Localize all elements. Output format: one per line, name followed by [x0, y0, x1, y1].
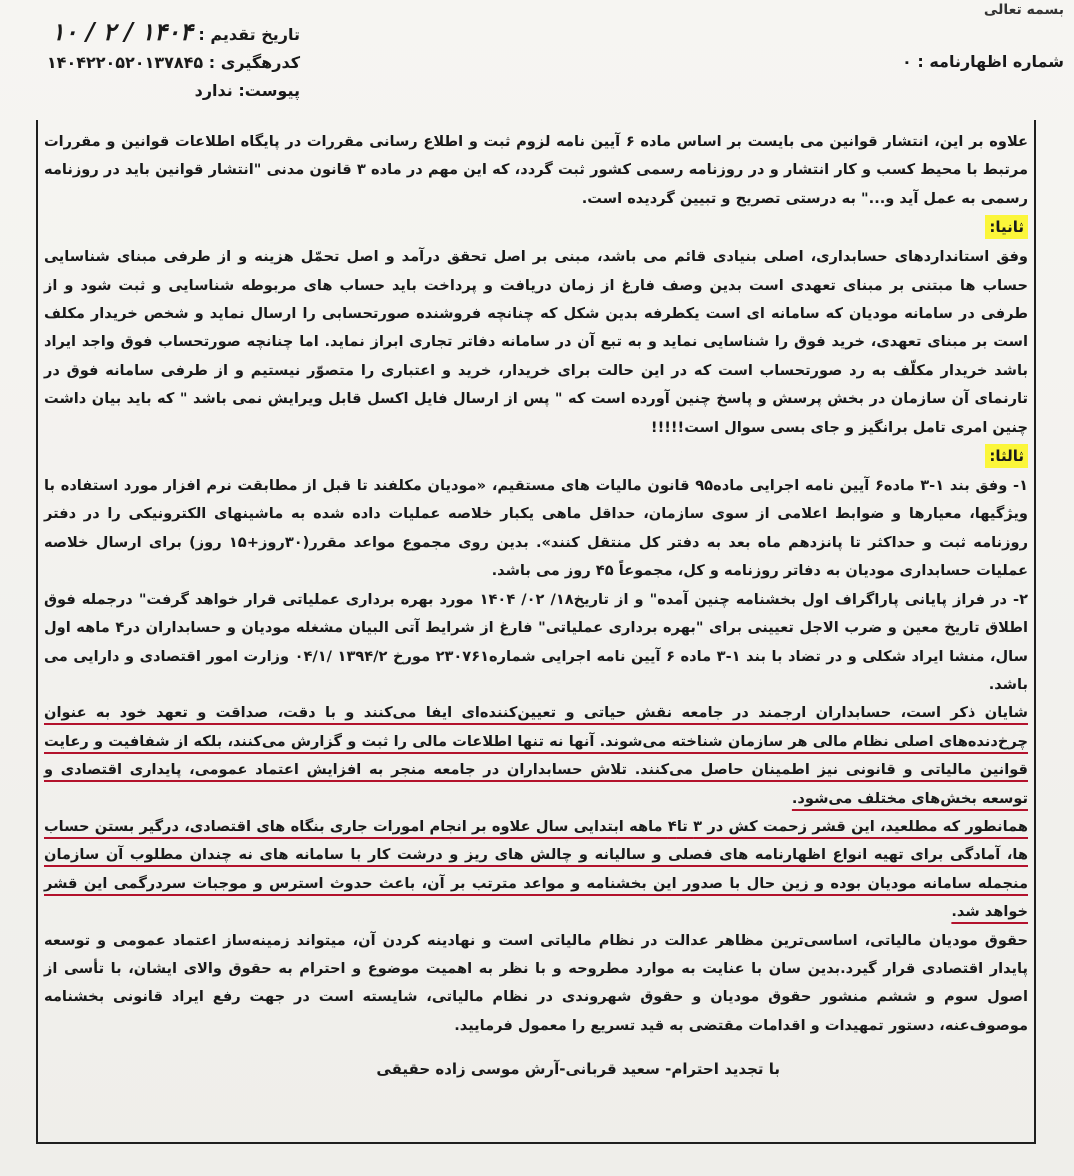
attachment: پیوست: ندارد: [194, 81, 300, 100]
letter-body: [44, 128, 1028, 1040]
intro-paragraph: علاوه بر این، انتشار قوانین می بایست بر اساس ماده ۶ آیین نامه لزوم ثبت و اطلاع رسانی مقررات در پایگاه اطلاعات قوانین و مقررات مرتبط با محیط کسب و کار انتشار و در روزنامه رسمی کشور ثبت گردد، که این مهم در ماده ۳ قانون مدنی "انتشار قوانین باید در روزنامه رسمی به عمل آید و..." به درستی تصریح و تبیین گردیده است.: [44, 133, 1028, 207]
tracking-code: کدرهگیری : ۱۴۰۴۲۲۰۵۲۰۱۳۷۸۴۵: [46, 53, 300, 72]
workload-paragraph: همانطور که مطلعید، این قشر زحمت کش در ۳ تا۴ ماهه ابتدایی سال علاوه بر انجام امورات جاری بنگاه های اقتصادی، درگیر بستن حساب ها، آمادگی برای تهیه انواع اظهارنامه های فصلی و سالیانه و چالش های ریز و درشت کار با سامانه های نه چندان مطلوب آن سازمان منجمله سامانه مودیان بوده و زین حال با صدور این بخشنامه و مواعد مترتب بر آن، باعث حدوث استرس و موجبات سردرگمی این قشر خواهد شد.: [44, 817, 1029, 921]
section-3-heading: ثالثا:: [985, 444, 1028, 468]
section-2-heading: ثانیا:: [985, 215, 1028, 239]
header-left: [46, 17, 300, 105]
bismillah: بسمه تعالی: [983, 2, 1064, 18]
accountants-paragraph: شایان ذکر است، حسابداران ارجمند در جامعه نقش حیاتی و تعیین‌کننده‌ای ایفا می‌کنند و با دقت، صداقت و تعهد خود به عنوان چرخ‌دنده‌های اصلی نظام مالی هر سازمان شناخته می‌شوند. آنها نه تنها اطلاعات مالی را ثبت و گزارش می‌کنند، بلکه از شفافیت و رعایت قوانین مالیاتی و قانونی نیز اطمینان حاصل می‌کنند. تلاش حسابداران در جامعه منجر به افزایش اعتماد عمومی، پایداری اقتصادی و توسعه بخش‌های مختلف می‌شود.: [44, 704, 1028, 807]
submission-date-row: [51, 17, 300, 49]
header-right: [902, 2, 1064, 71]
submission-date-value: ۱۴۰۴ / ۲ / ۱۰: [51, 17, 193, 46]
submission-date-label: تاریخ تقدیم :: [198, 25, 300, 44]
section-2-paragraph: وفق استانداردهای حسابداری، اصلی بنیادی قائم می باشد، مبنی بر اصل تحقق درآمد و اصل تحمّل هزینه و از طرفی مبنای شناسایی حساب ها مبتنی بر مبنای تعهدی است بدین وصف فارغ از زمان دریافت و پرداخت باید حساب های مربوطه شناسایی و ثبت شود و از طرفی در سامانه مودیان که سامانه ای است یکطرفه بدین شکل که چنانچه فروشنده صورتحسابی را ارسال نماید و شخص خریدار مکلف است بر مبنای تعهدی، خرید فوق را شناسایی نماید و به تبع آن در سامانه دفاتر تجاری ابراز نماید. اما چنانچه صورتحساب فوق واجد ایراد باشد خریدار مکلّف به رد صورتحساب است که در این حالت برای خریدار، خرید و اعتباری را متصوّر نیستیم و از طرفی سامانه فوق در تارنمای آن سازمان در بخش پرسش و پاسخ چنین آورده است که " پس از ارسال فایل اکسل قابل ویرایش نمی باشد " که باید بیان داشت چنین امری تامل برانگیز و جای بسی سوال است!!!!!: [44, 248, 1028, 436]
signature: با تجدید احترام- سعید قربانی-آرش موسی زاده حقیقی: [376, 1060, 780, 1078]
declaration-number: شماره اظهارنامه : ۰: [902, 52, 1064, 71]
section-3-item-1: ۱- وفق بند ۱-۳ ماده۶ آیین نامه اجرایی ماده۹۵ قانون مالیات های مستقیم، «مودیان مکلفند تا قبل از مطابقت نرم افزار مورد استفاده با ویژگیها، معیارها و ضوابط اعلامی از سوی سازمان، حداقل ماهی یکبار خلاصه عملیات داده شده به ماشینهای الکترونیکی را در دفتر روزنامه ثبت و حداکثر تا پانزدهم ماه بعد به دفتر کل منتقل کنند». بدین روی مجموع مواعد مقرر(۳۰روز+۱۵ روز) برای ارسال خلاصه عملیات حسابداری مودیان به دفاتر روزنامه و کل، مجموعاً ۴۵ روز می باشد.: [44, 477, 1028, 580]
closing-paragraph: حقوق مودیان مالیاتی، اساسی‌ترین مظاهر عدالت در نظام مالیاتی است و نهادینه کردن آن، میتواند زمینه‌ساز اعتماد عمومی و توسعه پایدار اقتصادی قرار گیرد.بدین سان با عنایت به موارد مطروحه و با نظر به اهمیت موضوع و احترام به حقوق والای ایشان، با تأسی از اصول سوم و ششم منشور حقوق مودیان و حقوق شهروندی در نظام مالیاتی، شایسته است در جهت رفع ایراد قانونی بخشنامه موصوف‌عنه، دستور تمهیدات و اقدامات مقتضی به قید تسریع را معمول فرمایید.: [44, 931, 1028, 1034]
section-3-item-2: ۲- در فراز پایانی پاراگراف اول بخشنامه چنین آمده" و از تاریخ۱۸/ ۰۲/ ۱۴۰۴ مورد بهره برداری عملیاتی قرار خواهد گرفت" درجمله فوق اطلاق تاریخ معین و ضرب الاجل تعیینی برای "بهره برداری عملیاتی" فارغ از شرایط آتی البیان مشغله مودیان و حسابداران در۴ ماهه اول سال، منشا ایراد شکلی و در تضاد با بند ۱-۳ ماده ۶ آیین نامه اجرایی شماره۲۳۰۷۶۱ مورخ ۱۳۹۴/۲ /۰۴/۱ وزارت امور اقتصادی و دارایی می باشد.: [44, 590, 1028, 693]
